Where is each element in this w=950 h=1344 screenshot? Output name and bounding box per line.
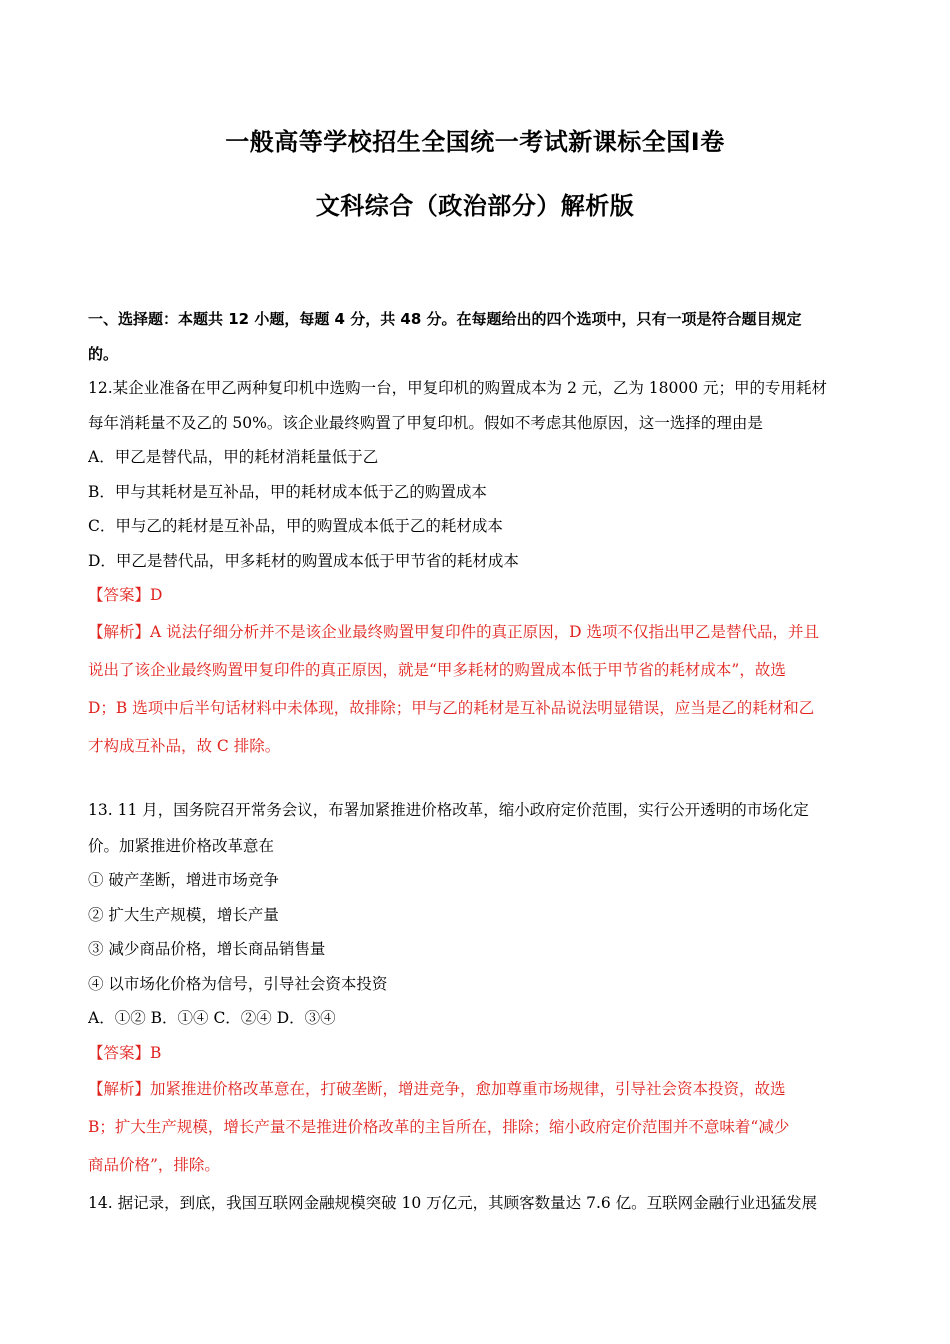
document-body — [88, 302, 864, 1222]
q12-analysis-line-4: 才构成互补品，故 C 排除。 — [88, 736, 281, 755]
q12-option-d: D．甲乙是替代品，甲多耗材的购置成本低于甲节省的耗材成本 — [88, 551, 519, 570]
document-title-line-2: 文科综合（政治部分）解析版 — [315, 192, 635, 220]
section-heading: 一、选择题：本题共 12 小题，每题 4 分，共 48 分。在每题给出的四个选项中，只有一项是符合题目规定 — [88, 310, 802, 328]
q12-option-a: A．甲乙是替代品，甲的耗材消耗量低于乙 — [88, 448, 379, 466]
q12-stem-line-2: 每年消耗量不及乙的 50%。该企业最终购置了甲复印机。假如不考虑其他原因，这一选择的理由是 — [88, 413, 763, 432]
q13-item-1: ① 破产垄断，增进市场竞争 — [88, 871, 279, 889]
section-heading-continued: 的。 — [88, 344, 119, 363]
q13-analysis-line-2: B；扩大生产规模，增长产量不是推进价格改革的主旨所在，排除；缩小政府定价范围并不意味着“减少 — [88, 1118, 790, 1136]
q12-analysis-line-2: 说出了该企业最终购置甲复印件的真正原因，就是“甲多耗材的购置成本低于甲节省的耗材成本”，故选 — [88, 660, 786, 679]
q13-options: A．①② B．①④ C．②④ D．③④ — [88, 1009, 336, 1027]
q12-analysis-line-3: D；B 选项中后半句话材料中未体现，故排除；甲与乙的耗材是互补品说法明显错误，应当是乙的耗材和乙 — [88, 698, 815, 717]
q13-item-4: ④ 以市场化价格为信号，引导社会资本投资 — [88, 974, 388, 993]
q13-answer: 【答案】B — [88, 1043, 162, 1062]
q13-stem-line-1: 13. 11 月，国务院召开常务会议，布署加紧推进价格改革，缩小政府定价范围，实行公开透明的市场化定 — [88, 800, 809, 819]
q13-stem-line-2: 价。加紧推进价格改革意在 — [88, 836, 275, 855]
q12-analysis-line-1: 【解析】A 说法仔细分析并不是该企业最终购置甲复印件的真正原因，D 选项不仅指出甲乙是替代品，并且 — [88, 622, 819, 641]
q12-stem-line-1: 12.某企业准备在甲乙两种复印机中选购一台，甲复印机的购置成本为 2 元，乙为 18000 元；甲的专用耗材 — [88, 379, 828, 397]
q12-option-b: B．甲与其耗材是互补品，甲的耗材成本低于乙的购置成本 — [88, 482, 487, 501]
q13-analysis-line-3: 商品价格”，排除。 — [88, 1156, 220, 1174]
q12-answer: 【答案】D — [88, 586, 163, 604]
q13-item-2: ② 扩大生产规模，增长产量 — [88, 905, 279, 924]
spacer — [88, 765, 864, 791]
q12-option-c: C．甲与乙的耗材是互补品，甲的购置成本低于乙的耗材成本 — [88, 517, 503, 535]
q14-stem-line-1: 14. 据记录，到底，我国互联网金融规模突破 10 万亿元，其顾客数量达 7.6 亿。互联网金融行业迅猛发展 — [88, 1194, 818, 1212]
document-title-line-1: 一般高等学校招生全国统一考试新课标全国Ⅰ卷 — [225, 128, 725, 156]
q13-analysis-line-1: 【解析】加紧推进价格改革意在，打破垄断，增进竞争，愈加尊重市场规律，引导社会资本投资，故选 — [88, 1080, 786, 1098]
q13-item-3: ③ 减少商品价格，增长商品销售量 — [88, 940, 326, 958]
